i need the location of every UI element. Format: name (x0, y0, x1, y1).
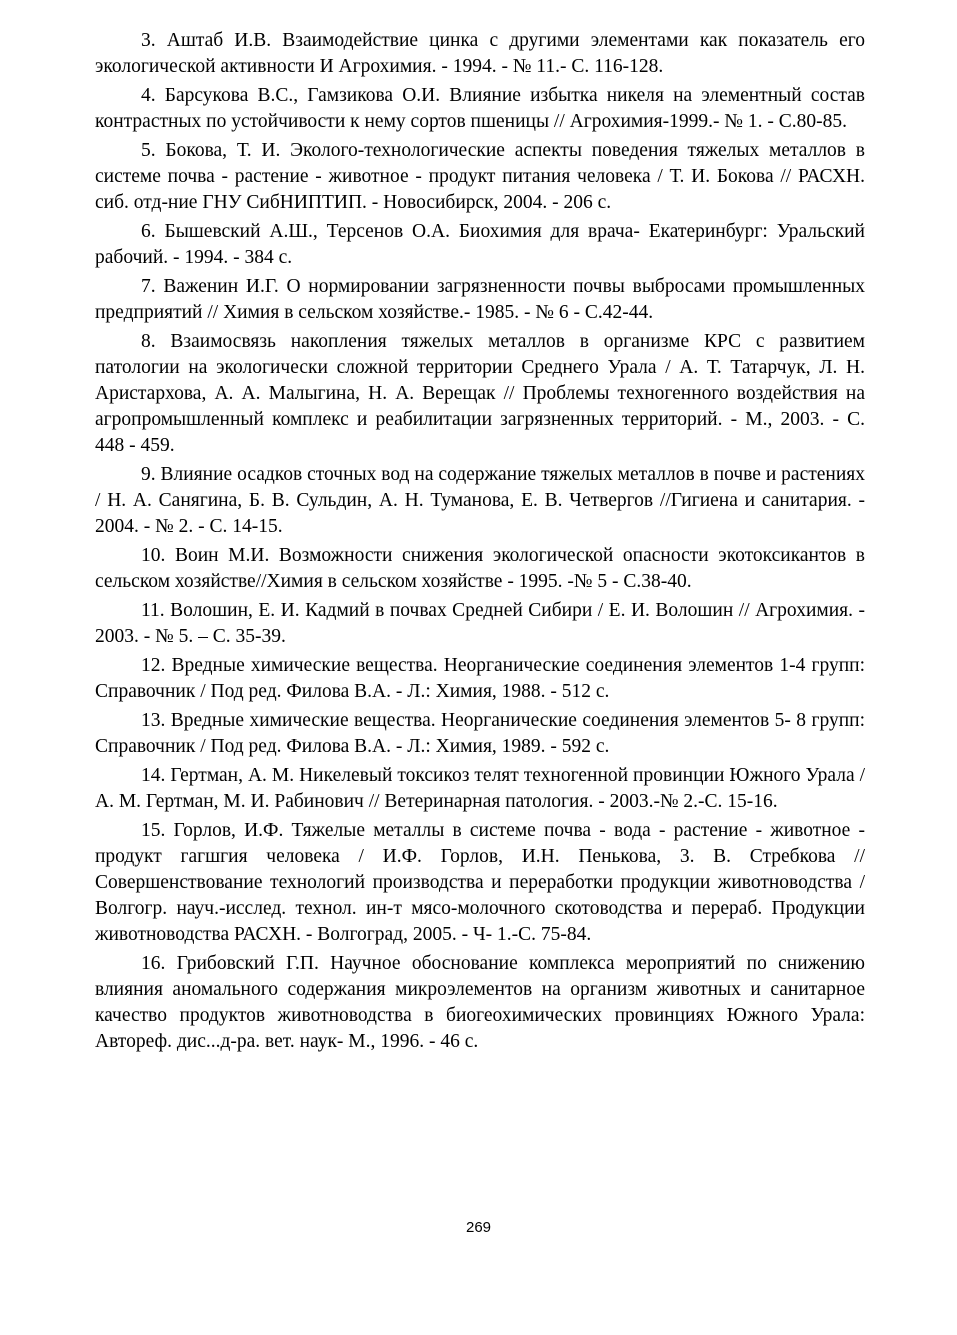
reference-item-10: 10. Воин М.И. Возможности снижения экологической опасности экотоксикантов в сельском хозяйстве//Химия в сельском хозяйстве - 1995. -№ 5 - С.38-40. (95, 545, 865, 592)
reference-item-4: 4. Барсукова В.С., Гамзикова О.И. Влияние избытка никеля на элементный состав контрастных по устойчивости к нему сортов пшеницы // Агрохимия-1999.- № 1. - С.80-85. (95, 85, 865, 132)
reference-item-14: 14. Гертман, А. М. Никелевый токсикоз телят техногенной провинции Южного Урала / А. М. Гертман, М. И. Рабинович // Ветеринарная патология. - 2003.-№ 2.-С. 15-16. (95, 765, 865, 812)
reference-item-5: 5. Бокова, Т. И. Эколого-технологические аспекты поведения тяжелых металлов в системе почва - растение - животное - продукт питания человека / Т. И. Бокова // РАСХН. сиб. отд-ние ГНУ СибНИПТИП. - Новосибирск, 2004. - 206 с. (95, 140, 865, 213)
reference-list (95, 28, 865, 1058)
reference-item-12: 12. Вредные химические вещества. Неорганические соединения элементов 1-4 групп: Справочник / Под ред. Филова В.А. - Л.: Химия, 1988. - 512 с. (95, 655, 865, 702)
reference-item-3: 3. Аштаб И.В. Взаимодействие цинка с другими элементами как показатель его экологической активности И Агрохимия. - 1994. - № 11.- С. 116-128. (95, 30, 865, 77)
reference-item-7: 7. Важенин И.Г. О нормировании загрязненности почвы выбросами промышленных предприятий // Химия в сельском хозяйстве.- 1985. - № 6 - С.42-44. (95, 276, 865, 323)
page-number: 269 (465, 1219, 492, 1236)
reference-item-9: 9. Влияние осадков сточных вод на содержание тяжелых металлов в почве и растениях / Н. А. Санягина, Б. В. Сульдин, А. Н. Туманова, Е. В. Четвергов //Гигиена и санитария. - 2004. - № 2. - С. 14-15. (95, 464, 865, 537)
reference-item-6: 6. Бышевский А.Ш., Терсенов О.А. Биохимия для врача- Екатеринбург: Уральский рабочий. - 1994. - 384 с. (95, 221, 865, 268)
reference-item-8: 8. Взаимосвязь накопления тяжелых металлов в организме КРС с развитием патологии на экологически сложной территории Среднего Урала / А. Т. Татарчук, Л. Н. Аристархова, А. А. Малыгина, Н. А. Верещак // Проблемы техногенного воздействия на агропромышленный комплекс и реабилитации загрязненных территорий. - М., 2003. - С. 448 - 459. (95, 331, 865, 456)
reference-item-13: 13. Вредные химические вещества. Неорганические соединения элементов 5- 8 групп: Справочник / Под ред. Филова В.А. - Л.: Химия, 1989. - 592 с. (95, 710, 865, 757)
reference-item-11: 11. Волошин, Е. И. Кадмий в почвах Средней Сибири / Е. И. Волошин // Агрохимия. - 2003. - № 5. – С. 35-39. (95, 600, 865, 647)
reference-item-15: 15. Горлов, И.Ф. Тяжелые металлы в системе почва - вода - растение - животное - продукт гагшгия человека / И.Ф. Горлов, И.Н. Пенькова, 3. В. Стребкова // Совершенствование технологий производства и переработки продукции животноводства / Волгогр. науч.-исслед. технол. ин-т мясо-молочного скотоводства и перераб. Продукции животноводства РАСХН. - Волгоград, 2005. - Ч- 1.-С. 75-84. (95, 820, 865, 945)
reference-item-16: 16. Грибовский Г.П. Научное обоснование комплекса мероприятий по снижению влияния аномального содержания микроэлементов на организм животных и санитарное качество продуктов животноводства в биогеохимических провинциях Южного Урала: Автореф. дис...д-ра. вет. наук- М., 1996. - 46 с. (95, 953, 865, 1052)
